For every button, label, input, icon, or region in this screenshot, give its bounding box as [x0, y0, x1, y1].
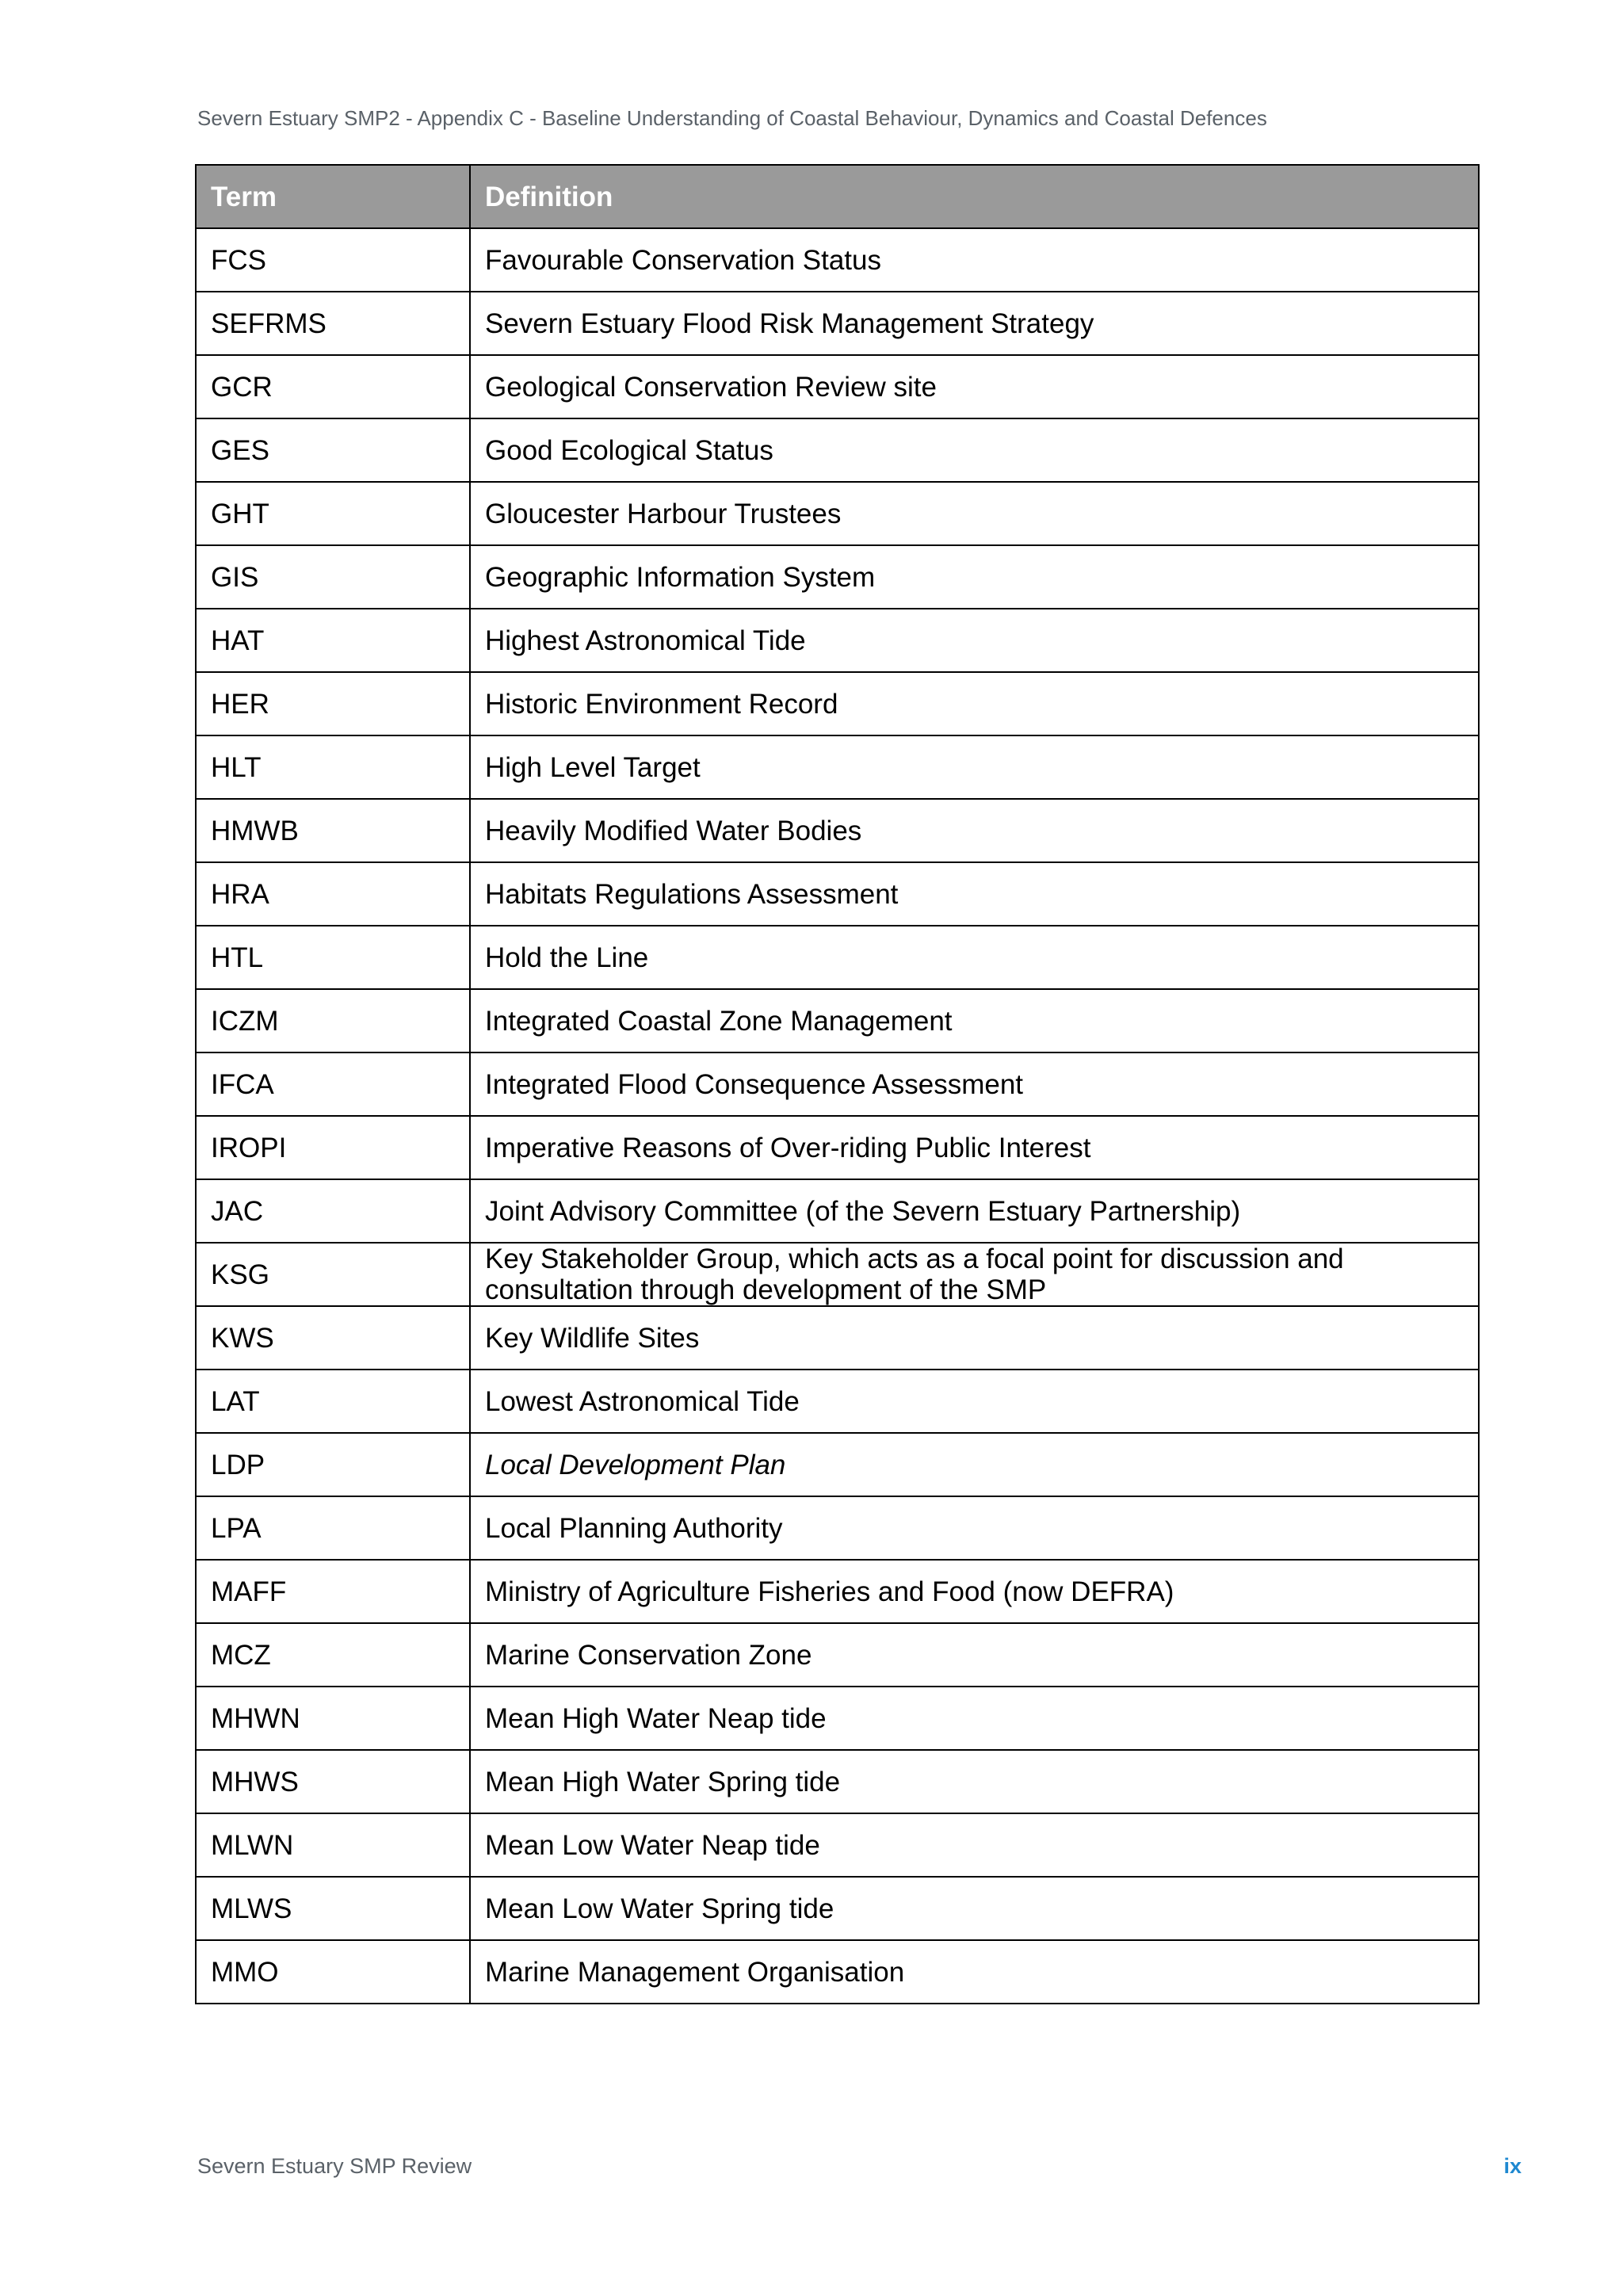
term-cell: GCR [196, 355, 470, 418]
column-header-definition: Definition [470, 165, 1479, 228]
term-cell: KWS [196, 1306, 470, 1370]
term-cell: GIS [196, 545, 470, 609]
definition-cell: Geographic Information System [470, 545, 1479, 609]
term-cell: ICZM [196, 989, 470, 1052]
table-row [196, 926, 1479, 989]
definition-cell: Geological Conservation Review site [470, 355, 1479, 418]
term-cell: MHWS [196, 1750, 470, 1813]
term-cell: GES [196, 418, 470, 482]
definition-cell: Local Planning Authority [470, 1496, 1479, 1560]
definition-cell: Lowest Astronomical Tide [470, 1370, 1479, 1433]
term-cell: MHWN [196, 1687, 470, 1750]
term-cell: FCS [196, 228, 470, 292]
definition-cell: Severn Estuary Flood Risk Management Strategy [470, 292, 1479, 355]
term-cell: MMO [196, 1940, 470, 2004]
definition-cell: Mean Low Water Spring tide [470, 1877, 1479, 1940]
term-cell: HMWB [196, 799, 470, 862]
term-cell: MLWS [196, 1877, 470, 1940]
term-cell: HRA [196, 862, 470, 926]
page-number: ix [1503, 2154, 1522, 2178]
definition-cell: Hold the Line [470, 926, 1479, 989]
definition-cell: Imperative Reasons of Over-riding Public Interest [470, 1116, 1479, 1179]
definition-cell: Marine Management Organisation [470, 1940, 1479, 2004]
definition-cell: Heavily Modified Water Bodies [470, 799, 1479, 862]
term-cell: LAT [196, 1370, 470, 1433]
definition-cell: Key Stakeholder Group, which acts as a focal point for discussion and consultation through development of the SMP [470, 1243, 1479, 1306]
definition-cell: Historic Environment Record [470, 672, 1479, 735]
term-cell: IFCA [196, 1052, 470, 1116]
table-header-row [196, 165, 1479, 228]
term-cell: HLT [196, 735, 470, 799]
table-row [196, 1116, 1479, 1179]
definition-cell: Integrated Flood Consequence Assessment [470, 1052, 1479, 1116]
glossary-body [196, 228, 1479, 2004]
definition-cell: Good Ecological Status [470, 418, 1479, 482]
definition-cell: Habitats Regulations Assessment [470, 862, 1479, 926]
table-row [196, 1370, 1479, 1433]
definition-cell: Gloucester Harbour Trustees [470, 482, 1479, 545]
definition-cell: Marine Conservation Zone [470, 1623, 1479, 1687]
term-cell: GHT [196, 482, 470, 545]
term-cell: HTL [196, 926, 470, 989]
table-row [196, 1052, 1479, 1116]
definition-cell: Mean High Water Spring tide [470, 1750, 1479, 1813]
term-cell: HER [196, 672, 470, 735]
table-row [196, 355, 1479, 418]
term-cell: LPA [196, 1496, 470, 1560]
table-row [196, 1433, 1479, 1496]
definition-cell: High Level Target [470, 735, 1479, 799]
term-cell: MLWN [196, 1813, 470, 1877]
term-cell: MCZ [196, 1623, 470, 1687]
glossary-table [195, 164, 1480, 2004]
table-row [196, 862, 1479, 926]
table-row [196, 1940, 1479, 2004]
table-row [196, 545, 1479, 609]
table-row [196, 1750, 1479, 1813]
term-cell: MAFF [196, 1560, 470, 1623]
table-row [196, 1623, 1479, 1687]
definition-cell: Mean High Water Neap tide [470, 1687, 1479, 1750]
table-row [196, 1813, 1479, 1877]
definition-cell: Ministry of Agriculture Fisheries and Food (now DEFRA) [470, 1560, 1479, 1623]
table-row [196, 1179, 1479, 1243]
term-cell: LDP [196, 1433, 470, 1496]
definition-cell: Mean Low Water Neap tide [470, 1813, 1479, 1877]
table-row [196, 1496, 1479, 1560]
term-cell: SEFRMS [196, 292, 470, 355]
table-row [196, 609, 1479, 672]
table-row [196, 1560, 1479, 1623]
definition-cell: Favourable Conservation Status [470, 228, 1479, 292]
definition-cell: Local Development Plan [470, 1433, 1479, 1496]
table-row [196, 989, 1479, 1052]
table-row [196, 482, 1479, 545]
table-row [196, 228, 1479, 292]
term-cell: HAT [196, 609, 470, 672]
table-row [196, 292, 1479, 355]
definition-cell: Highest Astronomical Tide [470, 609, 1479, 672]
footer-title: Severn Estuary SMP Review [197, 2154, 472, 2178]
table-row [196, 735, 1479, 799]
definition-cell: Joint Advisory Committee (of the Severn Estuary Partnership) [470, 1179, 1479, 1243]
running-header: Severn Estuary SMP2 - Appendix C - Baseline Understanding of Coastal Behaviour, Dynamics and Coastal Defences [197, 106, 1267, 130]
term-cell: IROPI [196, 1116, 470, 1179]
table-row [196, 1306, 1479, 1370]
column-header-term: Term [196, 165, 470, 228]
table-row [196, 672, 1479, 735]
table-row [196, 418, 1479, 482]
table-row [196, 1877, 1479, 1940]
table-row [196, 1687, 1479, 1750]
definition-cell: Integrated Coastal Zone Management [470, 989, 1479, 1052]
term-cell: JAC [196, 1179, 470, 1243]
term-cell: KSG [196, 1243, 470, 1306]
table-row [196, 1243, 1479, 1306]
definition-cell: Key Wildlife Sites [470, 1306, 1479, 1370]
table-row [196, 799, 1479, 862]
